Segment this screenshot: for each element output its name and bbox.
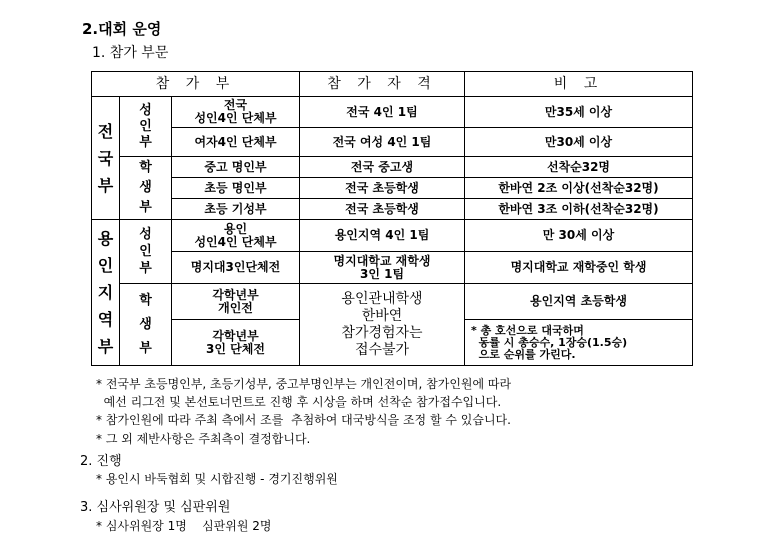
cat-grade-indiv: 각학년부 개인전: [172, 284, 300, 320]
table-header-row: [92, 72, 693, 97]
qual-yongin-student: 용인관내학생 한바연 참가경험자는 접수불가: [300, 284, 465, 366]
cat-women4: 여자4인 단체부: [172, 128, 300, 157]
table-row: [92, 220, 693, 252]
cat-grade-team: 각학년부 3인 단체전: [172, 320, 300, 366]
group-jeonguk: 전국부: [92, 97, 120, 220]
table-row: [92, 157, 693, 178]
qual-mju: 명지대학교 재학생 3인 1팀: [300, 252, 465, 284]
table-row: [92, 128, 693, 157]
qual-women4: 전국 여성 4인 1팀: [300, 128, 465, 157]
table-row: [92, 199, 693, 220]
table-row: [92, 284, 693, 320]
subsection-title-progress: 2. 진행: [80, 454, 122, 469]
note-middle: 선착순32명: [465, 157, 693, 178]
qual-elem-master: 전국 초등학생: [300, 178, 465, 199]
qual-yongin-adult: 용인지역 4인 1팀: [300, 220, 465, 252]
header-note: 비 고: [465, 72, 693, 97]
footnote-4: * 그 외 제반사항은 주최측이 결정합니다.: [96, 432, 311, 446]
sub-yongin-adult: 성인부: [120, 220, 172, 284]
footnote-1: * 전국부 초등명인부, 초등기성부, 중고부명인부는 개인전이며, 참가인원에 따라: [96, 377, 512, 391]
progress-item: * 용인시 바둑협회 및 시합진행 - 경기진행위원: [96, 472, 338, 486]
section-title: 2.대회 운영: [82, 20, 162, 38]
table-row: [92, 97, 693, 128]
cat-middle: 중고 명인부: [172, 157, 300, 178]
cat-yongin-adult: 용인 성인4인 단체부: [172, 220, 300, 252]
subsection-title-judges: 3. 심사위원장 및 심판위원: [80, 500, 231, 515]
sub-adult: 성인부: [120, 97, 172, 157]
note-elem-rising: 한바연 3조 이하(선착순32명): [465, 199, 693, 220]
header-category: 참 가 부: [92, 72, 300, 97]
note-elem-master: 한바연 2조 이상(선착순32명): [465, 178, 693, 199]
qual-middle: 전국 중고생: [300, 157, 465, 178]
note-yongin-adult: 만 30세 이상: [465, 220, 693, 252]
table-row: [92, 178, 693, 199]
note-women4: 만30세 이상: [465, 128, 693, 157]
judges-item: * 심사위원장 1명 심판위원 2명: [96, 519, 272, 533]
subsection-title-participation: 1. 참가 부문: [92, 45, 169, 61]
group-yongin: 용인지역부: [92, 220, 120, 366]
participation-table: [91, 71, 693, 366]
note-grade-team: * 총 호선으로 대국하며 동률 시 총승수, 1장승(1.5승) 으로 순위를 가린다.: [465, 320, 693, 366]
cat-elem-master: 초등 명인부: [172, 178, 300, 199]
sub-student: 학생부: [120, 157, 172, 220]
table-row: [92, 252, 693, 284]
qual-adult4: 전국 4인 1팀: [300, 97, 465, 128]
cat-elem-rising: 초등 기성부: [172, 199, 300, 220]
sub-yongin-student: 학생부: [120, 284, 172, 366]
footnote-2: 예선 리그전 및 본선토너먼트로 진행 후 시상을 하며 선착순 참가접수입니다.: [96, 395, 502, 409]
note-adult4: 만35세 이상: [465, 97, 693, 128]
note-mju: 명지대학교 재학중인 학생: [465, 252, 693, 284]
qual-elem-rising: 전국 초등학생: [300, 199, 465, 220]
cat-mju: 명지대3인단체전: [172, 252, 300, 284]
footnote-3: * 참가인원에 따라 주최 측에서 조를 추첨하여 대국방식을 조정 할 수 있습니다.: [96, 413, 511, 427]
header-qualification: 참 가 자 격: [300, 72, 465, 97]
note-grade-indiv: 용인지역 초등학생: [465, 284, 693, 320]
cat-adult4: 전국 성인4인 단체부: [172, 97, 300, 128]
